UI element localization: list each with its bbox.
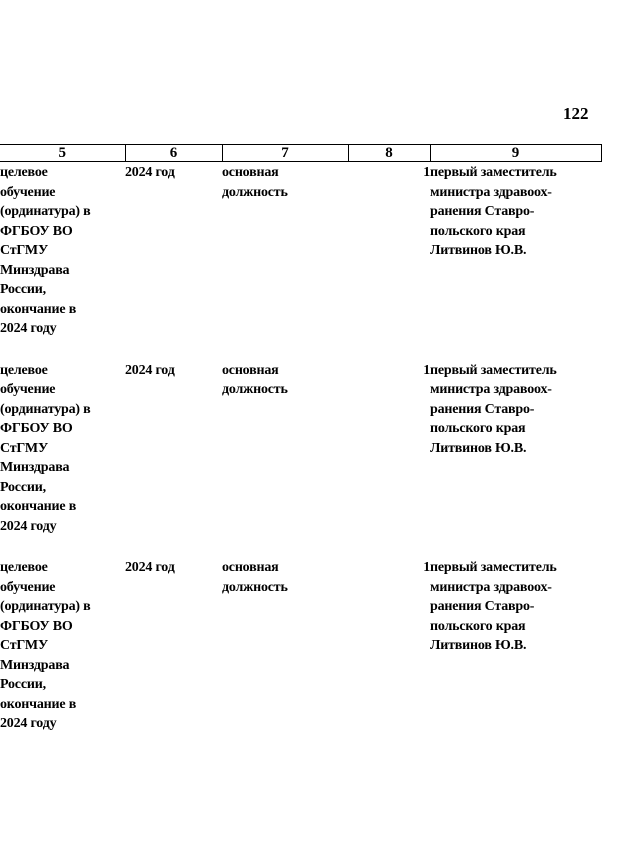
table-header-row [0, 145, 601, 162]
column-header-9: 9 [430, 145, 601, 162]
position-type-cell: основная должность [222, 165, 288, 200]
table-row [0, 558, 601, 756]
column-header-6: 6 [125, 145, 222, 162]
column-header-8: 8 [348, 145, 430, 162]
position-type-cell: основная должность [222, 362, 288, 397]
year-cell: 2024 год [125, 560, 175, 575]
training-cell: целевое обучение (ординатура) в ФГБОУ ВО СтГМУ Минздрава России, окончание в 2024 году [0, 560, 91, 731]
count-cell: 1 [423, 560, 430, 575]
responsible-cell: первый заместитель министра здравоох- ранения Ставро- польского края Литвинов Ю.В. [430, 560, 557, 653]
column-header-7: 7 [222, 145, 348, 162]
count-cell: 1 [423, 362, 430, 378]
page-number: 122 [563, 104, 589, 123]
table-row [0, 162, 601, 361]
count-cell: 1 [423, 165, 430, 180]
year-cell: 2024 год [125, 165, 175, 180]
training-cell: целевое обучение (ординатура) в ФГБОУ ВО СтГМУ Минздрава России, окончание в 2024 году [0, 165, 91, 336]
responsible-cell: первый заместитель министра здравоох- ранения Ставро- польского края Литвинов Ю.В. [430, 165, 557, 258]
responsible-cell: первый заместитель министра здравоох- ранения Ставро- польского края Литвинов Ю.В. [430, 362, 557, 456]
position-type-cell: основная должность [222, 560, 288, 595]
year-cell: 2024 год [125, 362, 175, 378]
table-row [0, 361, 601, 559]
document-table [0, 144, 602, 756]
column-header-5: 5 [0, 145, 125, 162]
training-cell: целевое обучение (ординатура) в ФГБОУ ВО СтГМУ Минздрава России, окончание в 2024 году [0, 362, 91, 534]
